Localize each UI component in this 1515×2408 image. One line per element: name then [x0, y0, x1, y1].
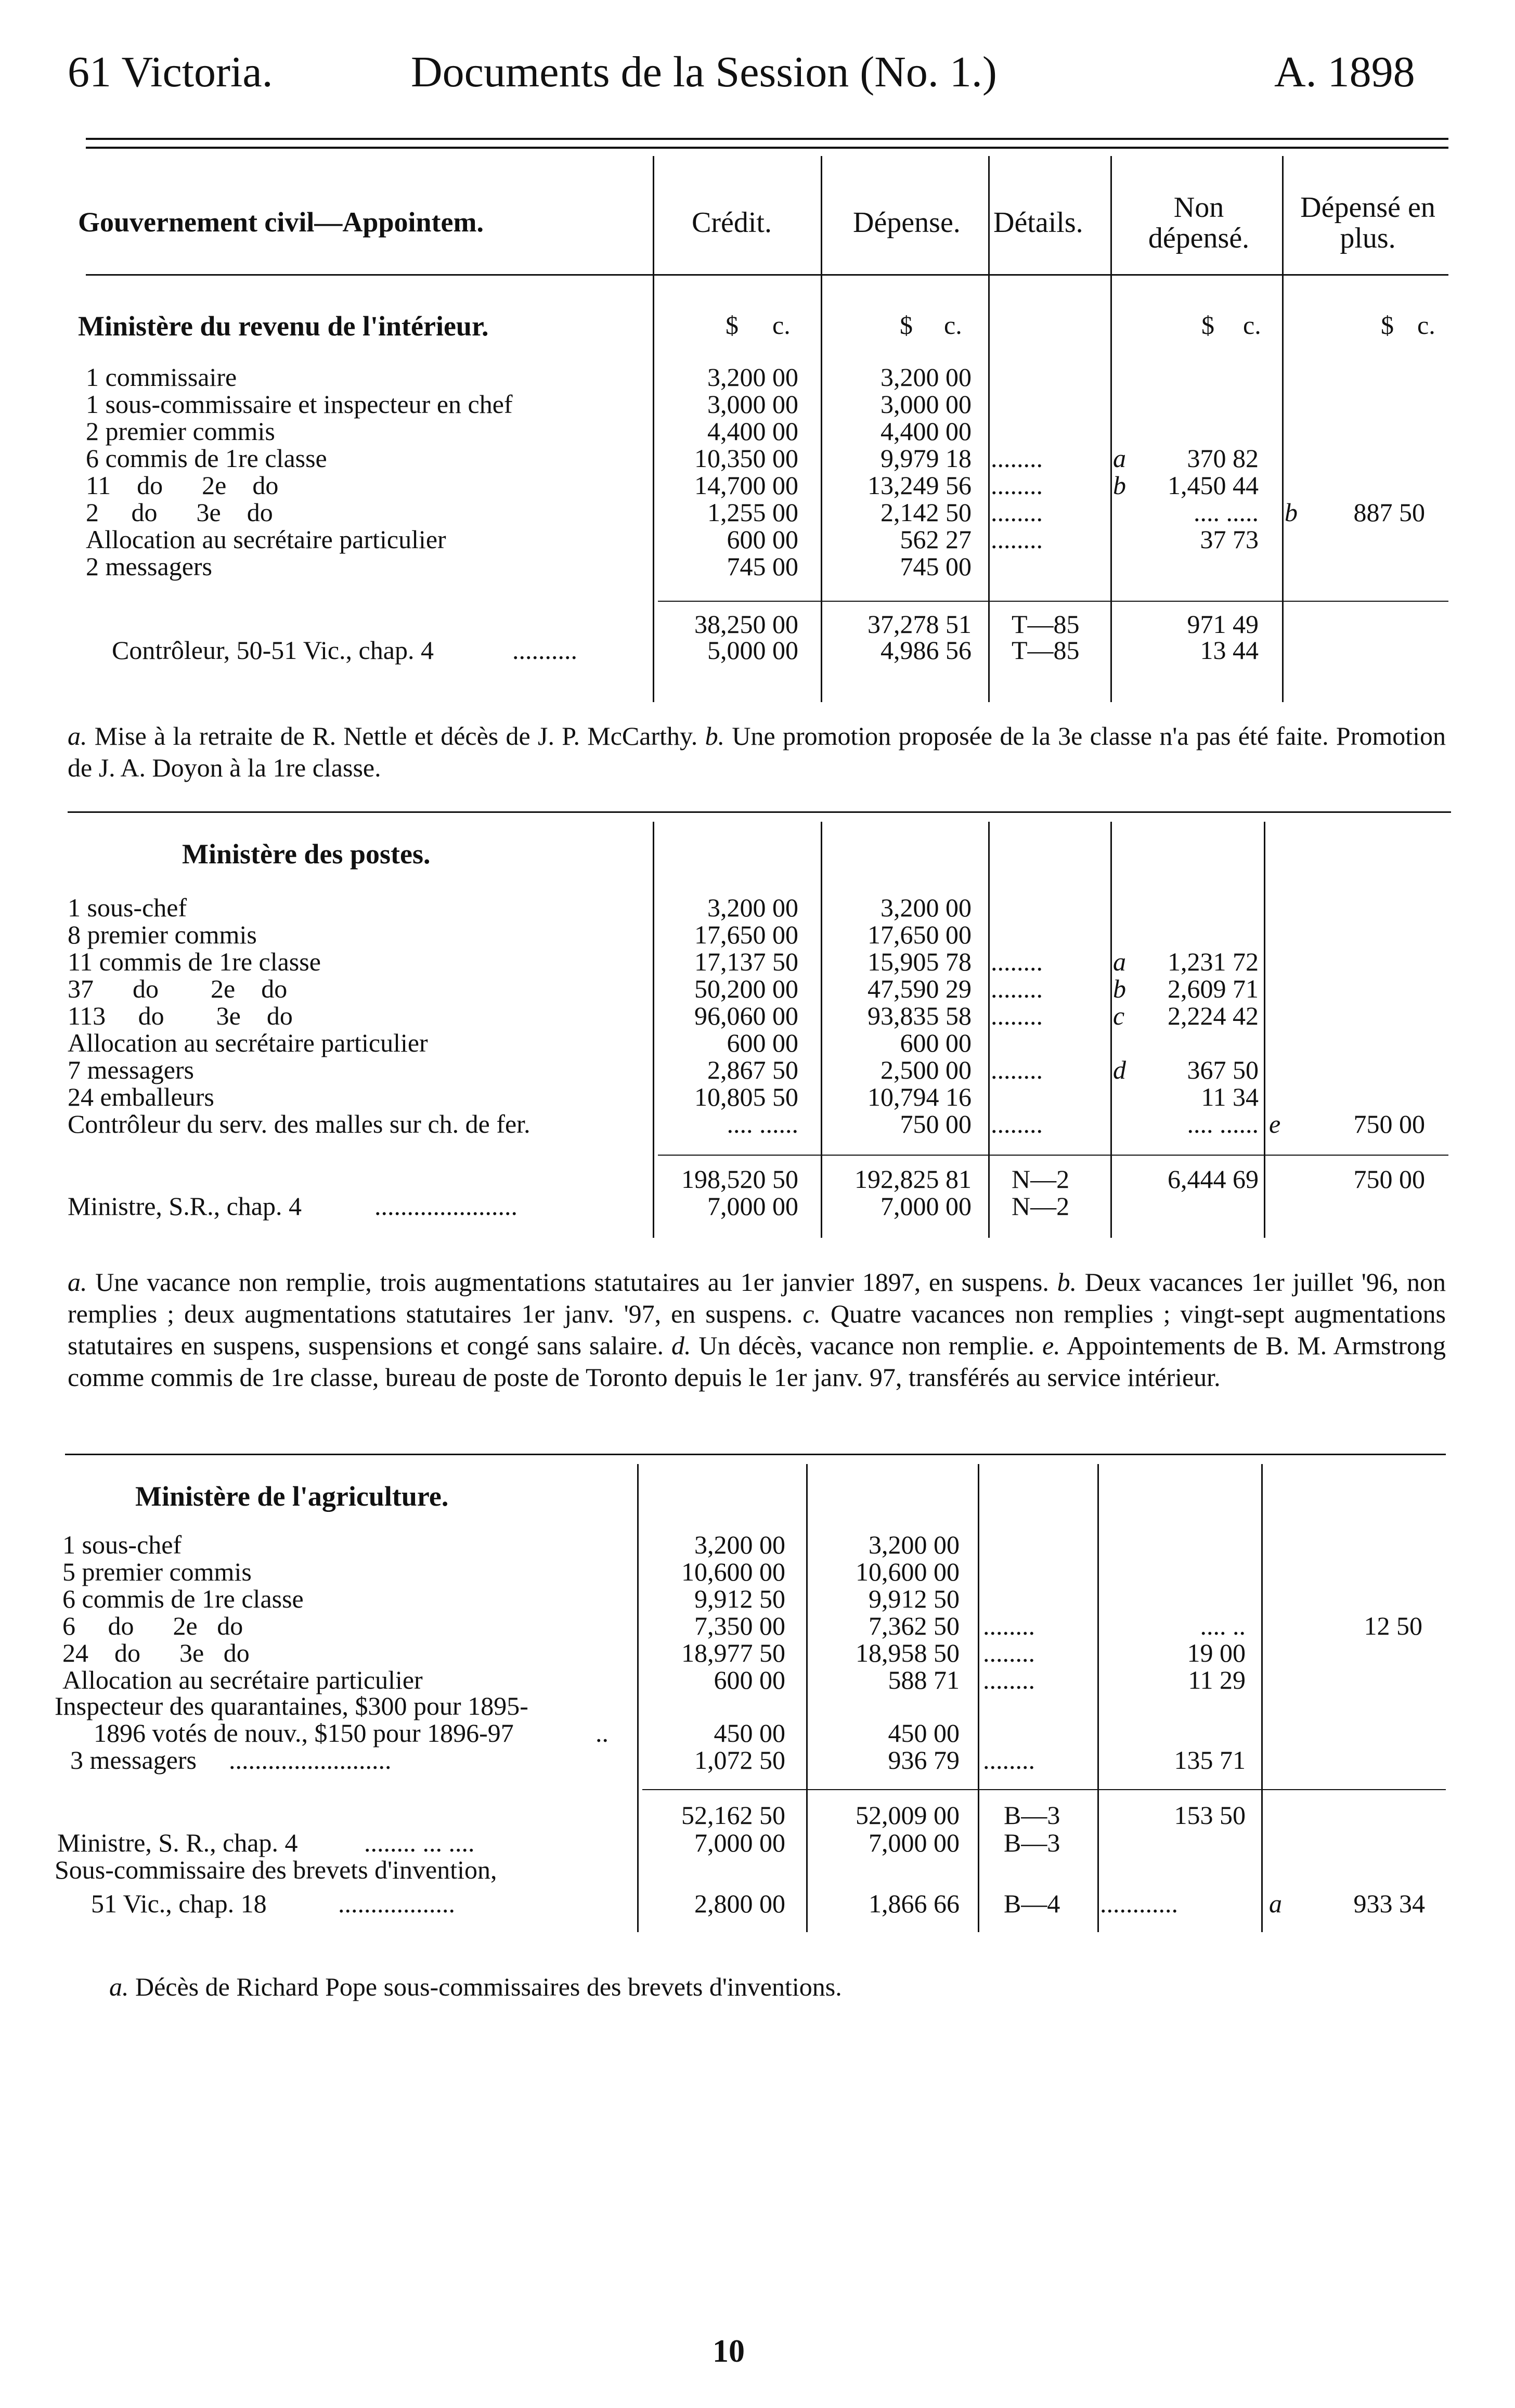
sec2-row-depense: 15,905 78	[867, 947, 972, 976]
sec2-row-label: 8 premier commis	[68, 920, 257, 949]
s1-extra-nd: 13 44	[1200, 636, 1259, 665]
sec2-row-details: ........	[991, 1001, 1043, 1030]
sec2-row-label: Allocation au secrétaire particulier	[68, 1028, 428, 1057]
column-label-header: Gouvernement civil—Appointem.	[78, 206, 484, 238]
sec2-row-depense: 93,835 58	[867, 1001, 972, 1030]
s1-vline-3	[988, 156, 990, 702]
sec3-row-credit: 10,600 00	[681, 1557, 785, 1586]
s2-total-dp: 750 00	[1353, 1164, 1425, 1194]
sec2-row-depense: 3,200 00	[880, 893, 972, 922]
sec3-row-credit: 18,977 50	[681, 1638, 785, 1667]
sec2-row-label: 7 messagers	[68, 1055, 194, 1084]
sec2-row-nd: 367 50	[1187, 1055, 1259, 1084]
sec2-row-dp-key: e	[1269, 1109, 1281, 1138]
s1-total-details: T—85	[1012, 610, 1080, 639]
s3-brevets-line2: 51 Vic., chap. 18	[91, 1889, 267, 1918]
s1-nd-dollar: $	[1201, 310, 1214, 340]
s3-vline-1	[637, 1464, 639, 1932]
s2-note-d-key: d.	[671, 1331, 691, 1360]
sec1-row-credit: 4,400 00	[707, 417, 798, 446]
s1-extra-details: T—85	[1012, 636, 1080, 665]
sec2-row-credit: 3,200 00	[707, 893, 798, 922]
s1-vline-1	[653, 156, 654, 702]
s1-total-nd: 971 49	[1187, 610, 1259, 639]
sec3-row-depense: 7,362 50	[869, 1611, 960, 1640]
s3-messagers-credit: 1,072 50	[694, 1745, 785, 1775]
sec2-row-credit: .... ......	[727, 1109, 798, 1138]
s1-credit-cents: c.	[772, 310, 791, 340]
sec1-row-depense: 13,249 56	[867, 471, 972, 500]
sec2-row-nd-key: c	[1113, 1001, 1125, 1030]
s2-extra-leader: ......................	[374, 1192, 517, 1221]
s2-extra-depense: 7,000 00	[880, 1192, 972, 1221]
s3-messagers-label: 3 messagers	[70, 1745, 197, 1775]
s3-inspecteur-depense: 450 00	[888, 1718, 960, 1747]
page-number: 10	[713, 2334, 745, 2369]
s3-total-credit: 52,162 50	[681, 1801, 785, 1830]
s1-title: Ministère du revenu de l'intérieur.	[78, 310, 489, 342]
sec1-row-label: 2 premier commis	[86, 417, 275, 446]
s2-vline-4	[1110, 822, 1112, 1238]
column-depense-header: Dépense.	[853, 206, 961, 239]
sec1-row-nd-key: b	[1113, 471, 1126, 500]
s2-extra-details: N—2	[1012, 1192, 1070, 1221]
s2-note-e-key: e.	[1042, 1331, 1060, 1360]
header-rule	[86, 274, 1448, 276]
s3-vline-4	[1097, 1464, 1099, 1932]
s2-title: Ministère des postes.	[182, 838, 431, 870]
s2-note-c-text: Quatre vacances non remplies ; vingt-sept augmentations statutaires en suspens, suspensions et congé sans salaire.	[68, 1299, 1446, 1360]
sec1-row-depense: 3,000 00	[880, 390, 972, 419]
s3-ministre-leader: ........ ... ....	[364, 1828, 475, 1857]
document-title: Documents de la Session (No. 1.)	[411, 48, 997, 96]
sec1-row-details: ........	[991, 471, 1043, 500]
sec2-row-label: 11 commis de 1re classe	[68, 947, 321, 976]
year-label: A. 1898	[1274, 48, 1415, 96]
s2-note-e-text: Appointements de B. M. Armstrong comme commis de 1re classe, bureau de poste de Toronto depuis le 1er janv. 97, transférés au service intérieur.	[68, 1331, 1446, 1392]
s3-brevets-depense: 1,866 66	[869, 1889, 960, 1918]
sec3-row-depense: 588 71	[888, 1665, 960, 1694]
sec3-row-nd: 11 29	[1188, 1665, 1246, 1694]
sec1-row-nd-key: a	[1113, 444, 1126, 473]
sec2-row-details: ........	[991, 1055, 1043, 1084]
sec3-row-credit: 7,350 00	[694, 1611, 785, 1640]
s2-vline-5	[1264, 822, 1265, 1238]
sec2-row-depense: 750 00	[900, 1109, 972, 1138]
s3-messagers-leader: .........................	[229, 1745, 392, 1775]
sec2-row-dp: 750 00	[1353, 1109, 1425, 1138]
s1-total-depense: 37,278 51	[867, 610, 972, 639]
s1-note-a-text: Mise à la retraite de R. Nettle et décès de J. P. McCarthy.	[94, 721, 698, 750]
s2-extra-label: Ministre, S.R., chap. 4	[68, 1192, 302, 1221]
sec3-row-credit: 600 00	[714, 1665, 785, 1694]
s1-total-rule	[658, 601, 1448, 602]
s3-brevets-credit: 2,800 00	[694, 1889, 785, 1918]
sec2-row-credit: 600 00	[727, 1028, 798, 1057]
sec3-row-depense: 9,912 50	[869, 1584, 960, 1613]
s3-brevets-nd: ............	[1100, 1889, 1178, 1918]
sec3-row-credit: 9,912 50	[694, 1584, 785, 1613]
sec3-row-depense: 10,600 00	[856, 1557, 960, 1586]
sec1-row-depense: 4,400 00	[880, 417, 972, 446]
sec2-row-depense: 600 00	[900, 1028, 972, 1057]
s3-ministre-depense: 7,000 00	[869, 1828, 960, 1857]
sec2-row-credit: 96,060 00	[694, 1001, 798, 1030]
sec1-row-credit: 3,200 00	[707, 363, 798, 392]
sec2-row-credit: 10,805 50	[694, 1082, 798, 1111]
sec1-row-depense: 2,142 50	[880, 498, 972, 527]
s2-vline-1	[653, 822, 654, 1238]
sec2-row-depense: 17,650 00	[867, 920, 972, 949]
sec1-row-label: 2 do 3e do	[86, 498, 273, 527]
s2-note-c-key: c.	[802, 1299, 821, 1328]
s1-note-a-key: a.	[68, 721, 87, 750]
sec2-row-credit: 2,867 50	[707, 1055, 798, 1084]
s3-total-depense: 52,009 00	[856, 1801, 960, 1830]
s2-note-a-key: a.	[68, 1267, 87, 1297]
sec3-row-details: ........	[983, 1611, 1035, 1640]
s2-note-b-text: Deux vacances 1er juillet '96, non remplies ; deux augmentations statutaires 1er janv. '97, en suspens.	[68, 1267, 1446, 1328]
s3-messagers-details: ........	[983, 1745, 1035, 1775]
sec1-row-depense: 3,200 00	[880, 363, 972, 392]
s1-vline-5	[1282, 156, 1284, 702]
sec2-row-depense: 10,794 16	[867, 1082, 972, 1111]
sec1-row-credit: 3,000 00	[707, 390, 798, 419]
sec2-row-label: Contrôleur du serv. des malles sur ch. de fer.	[68, 1109, 530, 1138]
s2-total-nd: 6,444 69	[1168, 1164, 1259, 1194]
sec2-row-nd-key: b	[1113, 974, 1126, 1003]
sec2-row-details: ........	[991, 947, 1043, 976]
s2-notes	[68, 1266, 1446, 1393]
s1-notes	[68, 720, 1446, 784]
s1-note-b-key: b.	[705, 721, 725, 750]
s3-ministre-credit: 7,000 00	[694, 1828, 785, 1857]
sec3-row-label: 24 do 3e do	[62, 1638, 250, 1667]
sec2-row-credit: 17,650 00	[694, 920, 798, 949]
sec2-row-label: 24 emballeurs	[68, 1082, 214, 1111]
s1-vline-2	[821, 156, 822, 702]
s2-top-rule	[68, 811, 1451, 813]
s3-top-rule	[65, 1454, 1446, 1455]
s1-extra-depense: 4,986 56	[880, 636, 972, 665]
s3-brevets-line1: Sous-commissaire des brevets d'invention,	[55, 1855, 497, 1884]
s3-messagers-depense: 936 79	[888, 1745, 960, 1775]
column-depense-plus-header: Dépensé en plus.	[1300, 191, 1435, 254]
sec2-row-nd: 11 34	[1201, 1082, 1259, 1111]
sec3-row-credit: 3,200 00	[694, 1530, 785, 1559]
sec2-row-label: 1 sous-chef	[68, 893, 187, 922]
sec3-row-details: ........	[983, 1638, 1035, 1667]
s1-note-b-text: Une promotion proposée de la 3e classe n'a pas été faite. Promotion de J. A. Doyon à la 1re classe.	[68, 721, 1446, 782]
s3-note-a-text: Décès de Richard Pope sous-commissaires des brevets d'inventions.	[135, 1972, 842, 2001]
sec2-row-label: 113 do 3e do	[68, 1001, 293, 1030]
sec1-row-dp: 887 50	[1353, 498, 1425, 527]
sec2-row-credit: 50,200 00	[694, 974, 798, 1003]
sec1-row-nd: 370 82	[1187, 444, 1259, 473]
sec3-row-details: ........	[983, 1665, 1035, 1694]
column-non-depense-header: Non dépensé.	[1148, 191, 1250, 254]
s2-note-b-key: b.	[1057, 1267, 1077, 1297]
sec2-row-nd: 2,609 71	[1168, 974, 1259, 1003]
sec3-row-label: Allocation au secrétaire particulier	[62, 1665, 423, 1694]
s3-total-nd: 153 50	[1174, 1801, 1246, 1830]
sec1-row-nd: .... .....	[1194, 498, 1259, 527]
sec1-row-label: 1 commissaire	[86, 363, 237, 392]
sec3-row-dp: 12 50	[1364, 1611, 1422, 1640]
column-details-header: Détails.	[993, 206, 1083, 239]
sec1-row-credit: 10,350 00	[694, 444, 798, 473]
s1-extra-leader: ..........	[512, 636, 577, 665]
sec1-row-label: Allocation au secrétaire particulier	[86, 525, 446, 554]
top-double-rule-1	[86, 138, 1448, 140]
s1-extra-credit: 5,000 00	[707, 636, 798, 665]
s2-note-a-text: Une vacance non remplie, trois augmentations statutaires au 1er janvier 1897, en suspens.	[95, 1267, 1049, 1297]
s3-title: Ministère de l'agriculture.	[135, 1481, 449, 1512]
sec1-row-credit: 745 00	[727, 552, 798, 581]
top-double-rule-2	[86, 147, 1448, 149]
column-credit-header: Crédit.	[692, 206, 772, 239]
sec1-row-credit: 14,700 00	[694, 471, 798, 500]
sec2-row-credit: 17,137 50	[694, 947, 798, 976]
sec3-row-depense: 18,958 50	[856, 1638, 960, 1667]
sec3-row-depense: 3,200 00	[869, 1530, 960, 1559]
s2-note-d-text: Un décès, vacance non remplie.	[698, 1331, 1034, 1360]
sec1-row-label: 2 messagers	[86, 552, 212, 581]
sec2-row-nd-key: d	[1113, 1055, 1126, 1084]
s3-inspecteur-credit: 450 00	[714, 1718, 785, 1747]
sec1-row-nd: 37 73	[1200, 525, 1259, 554]
sec1-row-depense: 9,979 18	[880, 444, 972, 473]
s1-nd-cents: c.	[1243, 310, 1261, 340]
s3-brevets-dp: 933 34	[1353, 1889, 1425, 1918]
sec2-row-nd: .... ......	[1187, 1109, 1259, 1138]
sec2-row-nd: 2,224 42	[1168, 1001, 1259, 1030]
s2-vline-3	[988, 822, 990, 1238]
sec3-row-label: 5 premier commis	[62, 1557, 252, 1586]
s3-vline-2	[806, 1464, 808, 1932]
sec1-row-depense: 562 27	[900, 525, 972, 554]
s3-inspecteur-leader: ..	[595, 1718, 608, 1747]
sec1-row-nd: 1,450 44	[1168, 471, 1259, 500]
s3-total-rule	[642, 1789, 1446, 1790]
s1-dp-dollar: $	[1381, 310, 1394, 340]
sec2-row-details: ........	[991, 974, 1043, 1003]
s1-depense-cents: c.	[944, 310, 962, 340]
s3-messagers-nd: 135 71	[1174, 1745, 1246, 1775]
sec1-row-details: ........	[991, 444, 1043, 473]
sec3-row-nd: .... ..	[1200, 1611, 1246, 1640]
sec2-row-depense: 47,590 29	[867, 974, 972, 1003]
s3-total-details: B—3	[1004, 1801, 1060, 1830]
s2-total-credit: 198,520 50	[681, 1164, 798, 1194]
sec3-row-label: 1 sous-chef	[62, 1530, 182, 1559]
sec1-row-depense: 745 00	[900, 552, 972, 581]
s3-ministre-details: B—3	[1004, 1828, 1060, 1857]
s1-depense-dollar: $	[900, 310, 913, 340]
sec1-row-label: 6 commis de 1re classe	[86, 444, 327, 473]
s3-notes	[109, 1971, 1487, 2003]
sec2-row-depense: 2,500 00	[880, 1055, 972, 1084]
sec3-row-label: 6 commis de 1re classe	[62, 1584, 304, 1613]
s3-vline-3	[978, 1464, 979, 1932]
s3-inspecteur-line1: Inspecteur des quarantaines, $300 pour 1895-	[55, 1691, 528, 1720]
sec2-row-nd-key: a	[1113, 947, 1126, 976]
s3-vline-5	[1261, 1464, 1263, 1932]
s2-vline-2	[821, 822, 822, 1238]
s3-brevets-dp-key: a	[1269, 1889, 1282, 1918]
s1-total-credit: 38,250 00	[694, 610, 798, 639]
s3-brevets-details: B—4	[1004, 1889, 1060, 1918]
sec1-row-credit: 600 00	[727, 525, 798, 554]
s1-vline-4	[1110, 156, 1112, 702]
s2-extra-credit: 7,000 00	[707, 1192, 798, 1221]
s2-total-depense: 192,825 81	[854, 1164, 972, 1194]
s3-ministre-label: Ministre, S. R., chap. 4	[57, 1828, 298, 1857]
sec3-row-label: 6 do 2e do	[62, 1611, 243, 1640]
sec1-row-details: ........	[991, 525, 1043, 554]
s1-extra-label: Contrôleur, 50-51 Vic., chap. 4	[112, 636, 434, 665]
s1-dp-cents: c.	[1417, 310, 1435, 340]
s3-note-a-key: a.	[109, 1972, 129, 2001]
s2-total-rule	[658, 1155, 1448, 1156]
sec1-row-dp-key: b	[1285, 498, 1298, 527]
s3-brevets-leader: ..................	[338, 1889, 455, 1918]
sec3-row-nd: 19 00	[1187, 1638, 1246, 1667]
s1-credit-dollar: $	[726, 310, 739, 340]
s3-inspecteur-line2: 1896 votés de nouv., $150 pour 1896-97	[94, 1718, 514, 1747]
sec2-row-nd: 1,231 72	[1168, 947, 1259, 976]
sec1-row-details: ........	[991, 498, 1043, 527]
sec2-row-label: 37 do 2e do	[68, 974, 288, 1003]
sec1-row-label: 11 do 2e do	[86, 471, 279, 500]
sec2-row-details: ........	[991, 1109, 1043, 1138]
sec1-row-label: 1 sous-commissaire et inspecteur en chef	[86, 390, 513, 419]
s2-total-details: N—2	[1012, 1164, 1070, 1194]
sec1-row-credit: 1,255 00	[707, 498, 798, 527]
session-label: 61 Victoria.	[68, 48, 273, 96]
